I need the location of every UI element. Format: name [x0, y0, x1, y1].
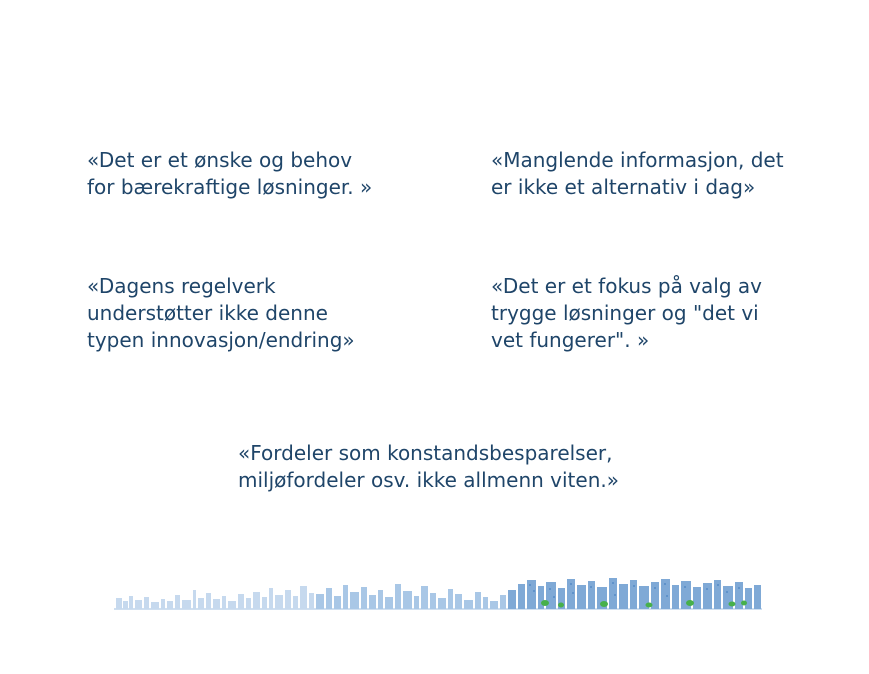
skyline-left-faint [116, 586, 314, 609]
quote-2: «Manglende informasjon, det er ikke et alternativ i dag» [491, 148, 784, 199]
quote-3: «Dagens regelverk understøtter ikke denne typen innovasjon/endring» [87, 274, 355, 352]
quote-4: «Det er et fokus på valg av trygge løsninger og "det vi vet fungerer". » [491, 274, 762, 352]
skyline-middle [316, 584, 506, 609]
city-skyline-illustration [114, 576, 762, 610]
quote-5: «Fordeler som konstandsbesparelser, miljøfordeler osv. ikke allmenn viten.» [238, 441, 619, 492]
quote-1: «Det er et ønske og behov for bærekraftige løsninger. » [87, 148, 373, 199]
